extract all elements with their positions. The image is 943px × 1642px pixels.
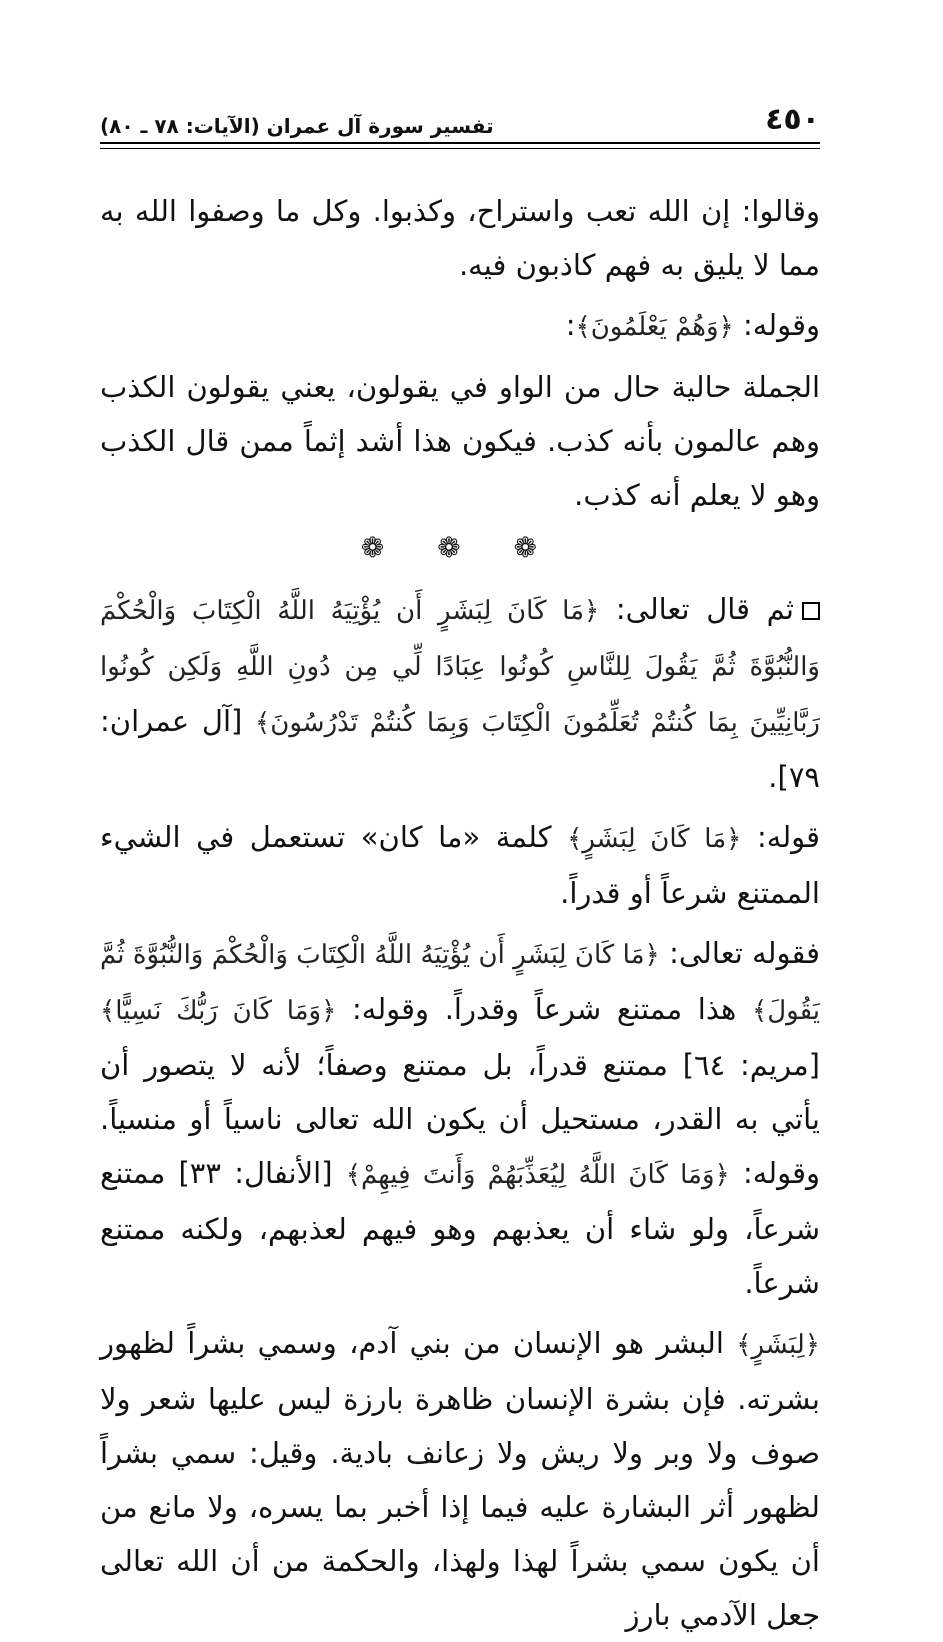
quran-quote: ﴿وَمَا كَانَ رَبُّكَ نَسِيًّا﴾ xyxy=(100,996,337,1026)
paragraph-lead: قوله: xyxy=(741,820,820,854)
paragraph xyxy=(100,298,820,354)
quran-quote: ﴿مَا كَانَ لِبَشَرٍ أَن يُؤْتِيَهُ اللَّهُ الْكِتَابَ وَالْحُكْمَ وَالنُّبُوَّةَ ثُمَّ يَقُولَ﴾ xyxy=(100,940,820,1026)
book-page xyxy=(100,100,820,1642)
paragraph-text: هذا ممتنع شرعاً وقدراً. وقوله: xyxy=(336,992,753,1026)
section-divider-ornaments: ❁ ❁ ❁ xyxy=(360,531,560,564)
square-bullet-icon xyxy=(802,602,820,620)
paragraph xyxy=(100,1316,820,1642)
quran-quote: ﴿وَمَا كَانَ اللَّهُ لِيُعَذِّبَهُمْ وَأَنتَ فِيهِمْ﴾ xyxy=(345,1160,730,1190)
paragraph-text: البشر هو الإنسان من بني آدم، وسمي بشراً لظهور بشرته. فإن بشرة الإنسان ظاهرة بارزة ليس عليها شعر ولا صوف ولا وبر ولا ريش ولا زعانف بادية. وقيل: سمي بشراً لظهور أثر البشارة عليه فيما إذا أخبر بما يسره، ولا مانع من أن يكون سمي بشراً لهذا ولهذا، والحكمة من أن الله تعالى جعل الآدمي بارز xyxy=(100,1326,820,1632)
running-title: تفسير سورة آل عمران (الآيات: ٧٨ ـ ٨٠) xyxy=(100,114,494,138)
paragraph xyxy=(100,582,820,804)
quran-quote: ﴿لِبَشَرٍ﴾ xyxy=(736,1330,820,1360)
paragraph-lead: ثم قال تعالى: xyxy=(599,592,794,626)
page-header xyxy=(100,100,820,144)
paragraph-lead: فقوله تعالى: xyxy=(659,936,820,970)
quran-quote: ﴿مَا كَانَ لِبَشَرٍ﴾ xyxy=(567,824,742,854)
paragraph-text: الجملة حالية حال من الواو في يقولون، يعني يقولون الكذب وهم عالمون بأنه كذب. فيكون هذا أشد إثماً ممن قال الكذب وهو لا يعلم أنه كذب. xyxy=(100,370,820,512)
paragraph-text: وقالوا: إن الله تعب واستراح، وكذبوا. وكل ما وصفوا الله به مما لا يليق به فهم كاذبون فيه. xyxy=(100,194,820,282)
paragraph-lead: وقوله: xyxy=(733,308,820,342)
paragraph xyxy=(100,810,820,920)
paragraph-tail: [الأنفال: ٣٣] ممتنع شرعاً، ولو شاء أن يعذبهم وهو فيهم لعذبهم، ولكنه ممتنع شرعاً. xyxy=(100,1156,820,1300)
quran-quote: ﴿مَا كَانَ لِبَشَرٍ أَن يُؤْتِيَهُ اللَّهُ الْكِتَابَ وَالْحُكْمَ وَالنُّبُوَّةَ ثُمَّ يَقُولَ لِلنَّاسِ كُونُوا عِبَادًا لِّي مِن دُونِ اللَّهِ وَلَكِن كُونُوا رَبَّانِيِّينَ بِمَا كُنتُمْ تُعَلِّمُونَ الْكِتَابَ وَبِمَا كُنتُمْ تَدْرُسُونَ﴾ xyxy=(100,596,820,738)
paragraph-tail: [آل عمران: ٧٩]. xyxy=(100,704,820,794)
paragraph-text: [مريم: ٦٤] ممتنع قدراً، بل ممتنع وصفاً؛ لأنه لا يتصور أن يأتي به القدر، مستحيل أن يكون الله تعالى ناسياً أو منسياً. وقوله: xyxy=(100,1048,820,1190)
paragraph xyxy=(100,360,820,522)
paragraph-tail: : xyxy=(565,308,576,342)
paragraph xyxy=(100,184,820,292)
paragraph xyxy=(100,926,820,1310)
page-body xyxy=(100,184,820,1642)
paragraph-tail: كلمة «ما كان» تستعمل في الشيء الممتنع شرعاً أو قدراً. xyxy=(100,820,820,910)
page-number: ٤٥٠ xyxy=(765,102,820,137)
quran-quote: ﴿وَهُمْ يَعْلَمُونَ﴾ xyxy=(575,312,734,342)
